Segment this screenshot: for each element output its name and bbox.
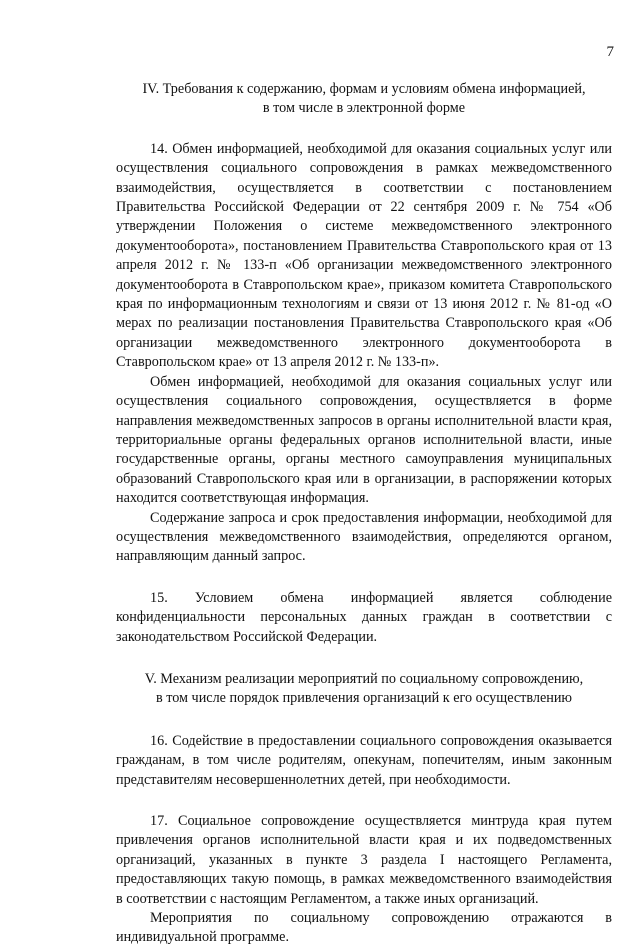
section-4-heading (116, 80, 612, 119)
paragraph-14-exchange: Обмен информацией, необходимой для оказания социальных услуг или осуществления социального сопровождения, осуществляется в форме направления межведомственных запросов в органы исполнительной власти края, территориальные органы федеральных органов исполнительной власти, иные государственные органы, органы местного самоуправления муниципальных образований Ставропольского края или в организации, в распоряжении которых находится соответствующая информация. (116, 373, 612, 507)
paragraph-14-request: Содержание запроса и срок предоставления информации, необходимой для осуществления межведомственного взаимодействия, определяются органом, направляющим данный запрос. (116, 509, 612, 565)
page-number: 7 (606, 44, 614, 60)
paragraph-14: 14. Обмен информацией, необходимой для оказания социальных услуг или осуществления социального сопровождения в рамках межведомственного взаимодействия, осуществляется в соответствии с постановлением Правительства Российской Федерации от 22 сентября 2009 г. № 754 «Об утверждении Положения о системе межведомственного электронного документооборота», постановлением Правительства Ставропольского края от 13 апреля 2012 г. № 133-п «Об организации межведомственного электронного документооборота в Ставропольском крае», приказом комитета Ставропольского края по информационным технологиям и связи от 13 июня 2012 г. № 81-од «О мерах по реализации постановления Правительства Ставропольского края «Об организации межведомственного электронного документооборота в Ставропольском крае» от 13 апреля 2012 г. № 133-п». (116, 140, 612, 371)
document-body (116, 80, 612, 948)
section-4-heading-line-2: в том числе в электронной форме (262, 100, 466, 117)
paragraph-17-program: Мероприятия по социальному сопровождению отражаются в индивидуальной программе. (116, 910, 612, 946)
section-4-heading-line-1: IV. Требования к содержанию, формам и условиям обмена информацией, (142, 81, 586, 97)
section-5-heading (116, 670, 612, 709)
paragraph-17: 17. Социальное сопровождение осуществляется минтруда края путем привлечения органов исполнительной власти края и их подведомственных организаций, указанных в пункте 3 раздела I настоящего Регламента, предоставляющих такую помощь, в рамках межведомственного взаимодействия в соответствии с настоящим Регламентом, а также иных организаций. (116, 813, 612, 907)
section-5-heading-line-1: V. Механизм реализации мероприятий по социальному сопровождению, (144, 670, 584, 687)
paragraph-15: 15. Условием обмена информацией является соблюдение конфиденциальности персональных данных граждан в соответствии с законодательством Российской Федерации. (116, 589, 612, 645)
section-5-heading-line-2: в том числе порядок привлечения организаций к его осуществлению (155, 690, 573, 707)
paragraph-16: 16. Содействие в предоставлении социального сопровождения оказывается гражданам, в том числе родителям, опекунам, попечителям, иным законным представителям несовершеннолетних детей, при необходимости. (116, 732, 612, 788)
